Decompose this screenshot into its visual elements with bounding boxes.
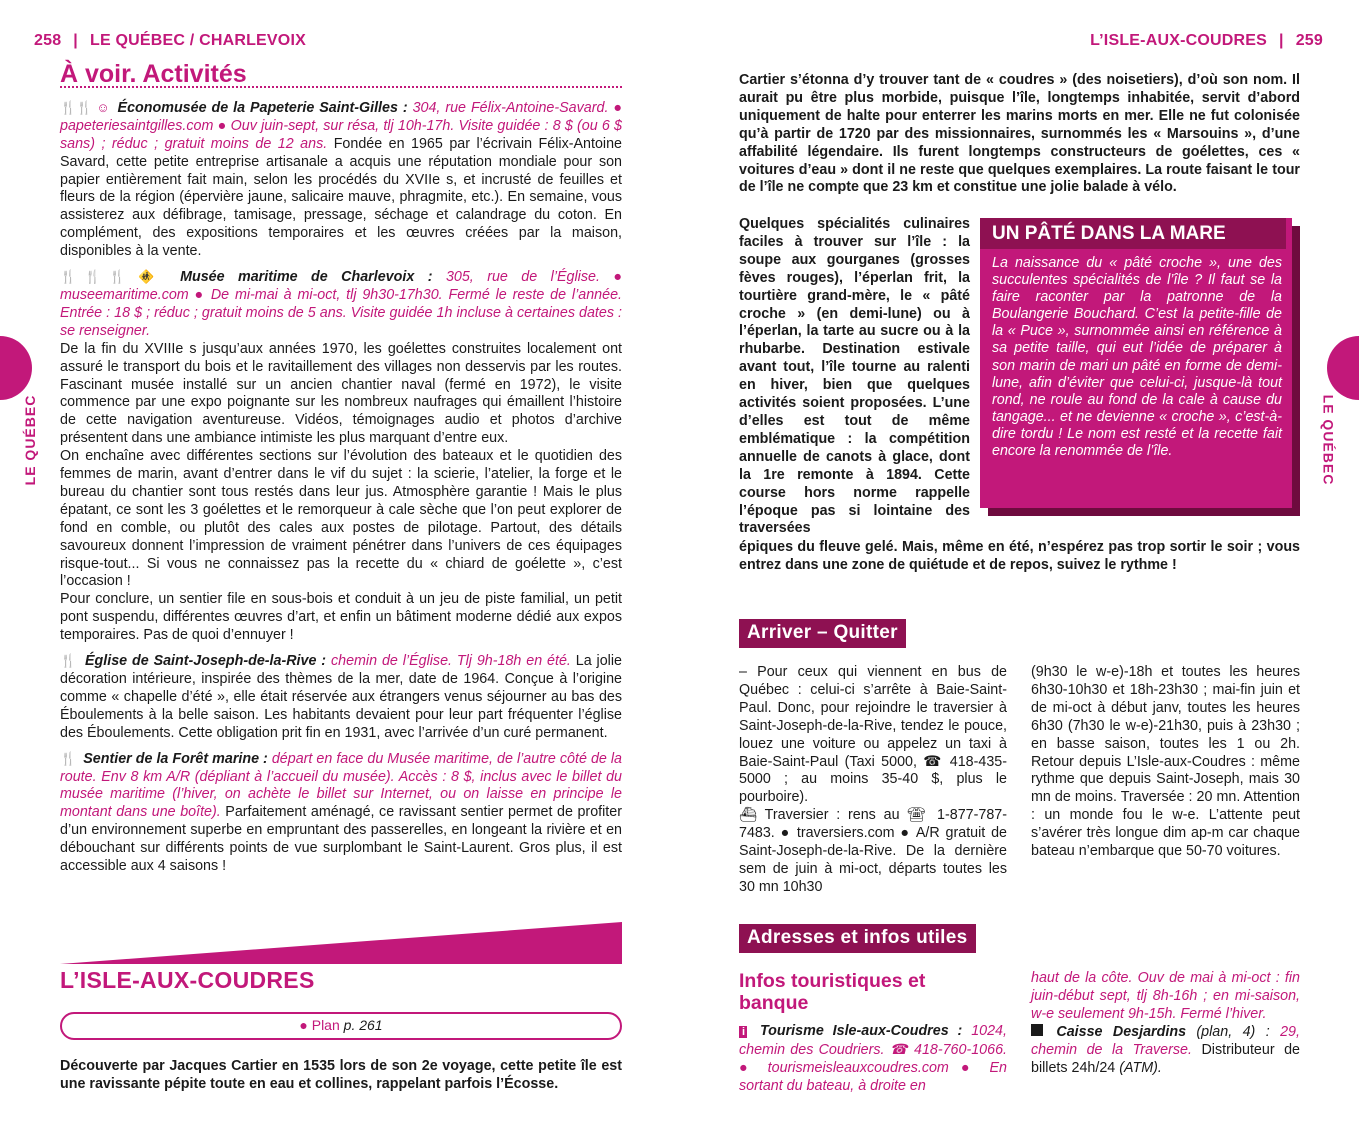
tourisme-name: Tourisme Isle-aux-Coudres : (759, 1023, 963, 1039)
running-header-left: 258 | LE QUÉBEC / CHARLEVOIX (34, 32, 306, 49)
rating-icon: 🍴🍴🍴 (60, 269, 134, 285)
entry-text: Fondée en 1965 par l’écrivain Félix-Antoine Savard, cette petite entreprise artisanale a acquis une réputation mondiale pour son papier entièrement fait main, selon les procédés du XVIIe s, et incrusté de feuilles et fleurs de la région (épervière jaune, salicaire mauve, phragmite, etc.). En semaine, vous assisterez aux défibrage, tamisage, pressage, séchage et calandrage du coton. En complément, des expositions temporaires et les œuvres créées par la maison, disponibles à la vente. (60, 135, 622, 260)
box-text: La naissance du « pâté croche », une des succulentes spécialités de l’île ? Il faut se la faire raconter par la patronne de la Boulangerie Bouchard. C’est la petite-fille de la « Puce », surnommée ainsi en référence à sa petite taille, qui eut l’idée de préparer à son marin de mari un pâté en forme de demi-lune, afin d’éviter que celui-ci, jusque-là tout rond, ne roule au fond de la cale à cause du tangage... et ne devienne « croche », c’est-à-dire tordu ! Le nom est resté et la recette fait encore la renommée de l’île. (992, 255, 1282, 460)
plan-page: p. 261 (343, 1017, 383, 1033)
side-label-right: LE QUÉBEC (1321, 394, 1337, 486)
sidebar-box (980, 218, 1292, 508)
arriver-col-2: (9h30 le w-e)-18h et toutes les heures 6h30-10h30 et 18h-23h30 ; mai-fin juin et de mi-oct à début janv, toutes les heures 6h30 (7h30 le w-e)-21h30, puis à 23h30 ; en basse saison, toutes les 1 ou 2h. Retour depuis L’Isle-aux-Coudres : même rythme que depuis Saint-Joseph, mais 30 mn de moins. Traversée : 20 mn. Attention : un monde fou le w-e. L’attente peut s’avérer très longue dim ap-m car chaque bateau n’embarque que 50-70 voitures. (1031, 664, 1300, 860)
running-head-right: L’ISLE-AUX-COUDRES (1090, 32, 1268, 49)
subsection-title: Infos touristiques et banque (739, 970, 926, 1014)
arriver-col-1 (739, 664, 1007, 897)
section-adresses: Adresses et infos utiles (739, 924, 976, 953)
rating-icon: 🍴 (60, 653, 77, 669)
bank-icon (1031, 1024, 1043, 1036)
page-number-right: 259 (1295, 32, 1323, 49)
entry-sentier (60, 750, 622, 876)
tourisme-info: 1024, chemin des Coudriers. ☎ 418-760-1066. ● tourismeisleauxcoudres.com ● En sortant du bateau, à droite en (739, 1023, 1007, 1094)
caisse-info: 29, chemin de la Traverse. (1031, 1023, 1300, 1058)
entry-name: Musée maritime de Charlevoix : (180, 269, 433, 286)
bus-info: – Pour ceux qui viennent en bus de Québec : celui-ci s’arrête à Baie-Saint-Paul. Donc, pour rejoindre le traversier à Saint-Joseph-de-la-Rive, tendez le pouce, louez une voiture ou appelez un taxi à Baie-Saint-Paul (Taxi 5000, ☎ 418-435-5000 ; au moins 35-40 $, plus le pourboire). (739, 664, 1007, 806)
caisse-atm: (ATM). (1119, 1059, 1162, 1076)
entry-name: Économusée de la Papeterie Saint-Gilles : (117, 99, 408, 116)
entry-text: Parfaitement aménagé, ce ravissant sentier permet de profiter d’un environnement superbe en empruntant des passerelles, en longeant la rivière et en débouchant sur différents points de vue surplombant le Saint-Laurent. Gros plus, il est accessible aux 4 saisons ! (60, 804, 622, 875)
adresses-col-2 (1031, 970, 1300, 1077)
entry-eglise (60, 652, 622, 743)
right-page (680, 0, 1359, 1134)
entry-text-2: On enchaîne avec différentes sections sur l’évolution des bateaux et le quotidien des femmes de marin, avant d’entrer dans le vif du sujet : la scierie, l’atelier, la forge et le bureau du chantier sont tous restés dans leur jus. Atmosphère garantie ! Mais le plus épatant, ce sont les 3 goélettes et le remorqueur à cale sèche que l’on peut explorer de fond en comble, ou plutôt des cales aux postes de pilotage. Partout, des détails savoureux donnent l’impression de vraiment pénétrer dans l’univers de ces équipages risque-tout... Si vous ne connaissez pas la recette du « chiard de goélette », c’est l’occasion ! (60, 448, 622, 590)
adresses-col-1 (739, 970, 1007, 1096)
section-title: À voir. Activités (60, 66, 622, 88)
section-arriver-quitter: Arriver – Quitter (739, 619, 906, 648)
rating-icon: 🍴 (60, 750, 76, 766)
side-label-left: LE QUÉBEC (22, 394, 38, 486)
intro-top: Cartier s’étonna d’y trouver tant de « coudres » (des noisetiers), d’où son nom. Il aurait pu être plus morbide, puisque l’île, longtemps inhabitée, servit d’abord uniquement de halte pour enterrer les marins morts en mer. Elle ne fut colonisée qu’à partir de 1720 par des missionnaires, surnommés les « Marsouins », d’une affabilité légendaire. Ils furent longtemps constructeurs de goélettes, ces « voitures d’eau » dont il ne reste que quelques exemplaires. La route faisant le tour de l’île ne compte que 23 km et constitue une jolie balade à vélo. (739, 72, 1300, 196)
caisse-ref: (plan, 4) : (1196, 1023, 1270, 1040)
entry-papeterie (60, 99, 622, 261)
plan-reference[interactable] (60, 1012, 622, 1040)
entry-text-1: De la fin du XVIIIe s jusqu’aux années 1970, les goélettes construites localement ont assuré le transport du bois et le ravitaillement des villages non desservis par les routes. Fascinant musée installé sur un ancien chantier naval (fermé en 1972), le visite commence par une expo poignante sur les nombreux naufrages qui émaillent l’histoire de cette navigation aventureuse. Vidéos, témoignages audio et photos d’archive présentent dans une ambiance intimiste les plus marquant d’entre eux. (60, 340, 622, 447)
running-header-right: L’ISLE-AUX-COUDRES | 259 (1090, 32, 1323, 49)
child-icon: 🚸 (137, 269, 163, 285)
traversier-info: ⛴ Traversier : rens au ☎ 1-877-787-7483. ● traversiers.com ● A/R gratuit de Saint-Joseph-de-la-Rive. De la dernière sem de juin à mi-oct, départs toutes les 30 mn 10h30 (739, 807, 1007, 895)
city-name: L’ISLE-AUX-COUDRES (60, 967, 315, 993)
running-head-left: LE QUÉBEC / CHARLEVOIX (89, 32, 306, 49)
entry-info: départ en face du Musée maritime, de l’autre côté de la route. Env 8 km A/R (dépliant à l’accueil du musée). Accès : 8 $, inclus avec le billet du musée maritime (l’hiver, on achète le billet sur Internet, ou on laisse en principe le montant dans une boîte). (60, 750, 622, 821)
page-number-left: 258 (34, 32, 62, 49)
family-icon: ☺ (96, 99, 109, 115)
entry-musee-maritime (60, 268, 622, 645)
entry-info: chemin de l’Église. Tlj 9h-18h en été. (330, 653, 571, 670)
entry-text-3: Pour conclure, un sentier file en sous-bois et conduit à un jeu de piste familial, un petit pont suspendu, différentes œuvres d’art, et enfin un bâtiment moderne dédié aux expos temporaires. Pas de quoi d’ennuyer ! (60, 591, 622, 644)
caisse-entry (1031, 1024, 1300, 1078)
plan-label: ● Plan (299, 1017, 340, 1033)
entry-info: 305, rue de l’Église. ● museemaritime.com ● De mi-mai à mi-oct, tlj 9h30-17h30. Fermé le reste de l’année. Entrée : 18 $ ; réduc ; gratuit moins de 5 ans. Visite guidée 1h incluse à certaines dates : se renseigner. (60, 269, 622, 339)
intro-bottom: épiques du fleuve gelé. Mais, même en été, n’espérez pas trop sortir le soir ; vous entrez dans une zone de quiétude et de repos, suivez le rythme ! (739, 539, 1300, 573)
entry-text: La jolie décoration intérieure, inspirée des thèmes de la mer, date de 1964. Conçue à l’origine comme « chapelle d’été », elle était réservée aux étrangers venus séjourner au bas des Éboulements à la belle saison. Les habitants devaient pour leur part fréquenter l’église des Éboulements. Cette obligation prit fin en 1931, avec l’arrivée d’un curé permanent. (60, 653, 622, 741)
intro-left: Quelques spécialités culinaires faciles à trouver sur l’île : la soupe aux gourganes (grosses fèves rouges), l’éperlan frit, la tourtière grand-mère, le « pâté croche » (en demi-lune) ou à l’éperlan, la tarte au sucre ou à la rhubarbe. Destination estivale avant tout, l’île tourne au ralenti en hiver, bien que quelques activités soient proposées. L’une d’elles est tout de même emblématique : la compétition annuelle de canots à glace, dont la 1re remonte à 1894. Cette course hors norme rappelle l’époque pas si lointaine des traversées (739, 216, 970, 537)
info-icon: i (739, 1026, 747, 1038)
box-title: UN PÂTÉ DANS LA MARE (980, 218, 1286, 249)
entry-info: 304, rue Félix-Antoine-Savard. ● papeteriesaintgilles.com ● Ouv juin-sept, sur résa, tlj 10h-17h. Visite guidée : 8 $ (ou 6 $ sans) ; réduc ; gratuit moins de 12 ans. (60, 99, 622, 152)
left-column (60, 60, 622, 876)
caisse-text: Distributeur de billets 24h/24 (1031, 1041, 1300, 1076)
city-intro: Découverte par Jacques Cartier en 1535 lors de son 2e voyage, cette petite île est une ravissante pépite toute en eau et collines, rappelant parfois l’Écosse. (60, 1058, 622, 1092)
entry-name: Sentier de la Forêt marine : (83, 750, 268, 767)
rating-icon: 🍴🍴 (60, 99, 93, 115)
tourisme-info-cont: haut de la côte. Ouv de mai à mi-oct : fin juin-début sept, tlj 8h-16h ; en mi-saison, w-e seulement 9h-15h. Fermé l’hiver. (1031, 970, 1300, 1022)
side-tab-left (0, 336, 32, 400)
side-tab-right (1327, 336, 1359, 400)
city-band (60, 922, 622, 964)
entry-name: Église de Saint-Joseph-de-la-Rive : (85, 653, 327, 670)
tourisme-entry (739, 1023, 1007, 1096)
caisse-name: Caisse Desjardins (1056, 1023, 1187, 1040)
